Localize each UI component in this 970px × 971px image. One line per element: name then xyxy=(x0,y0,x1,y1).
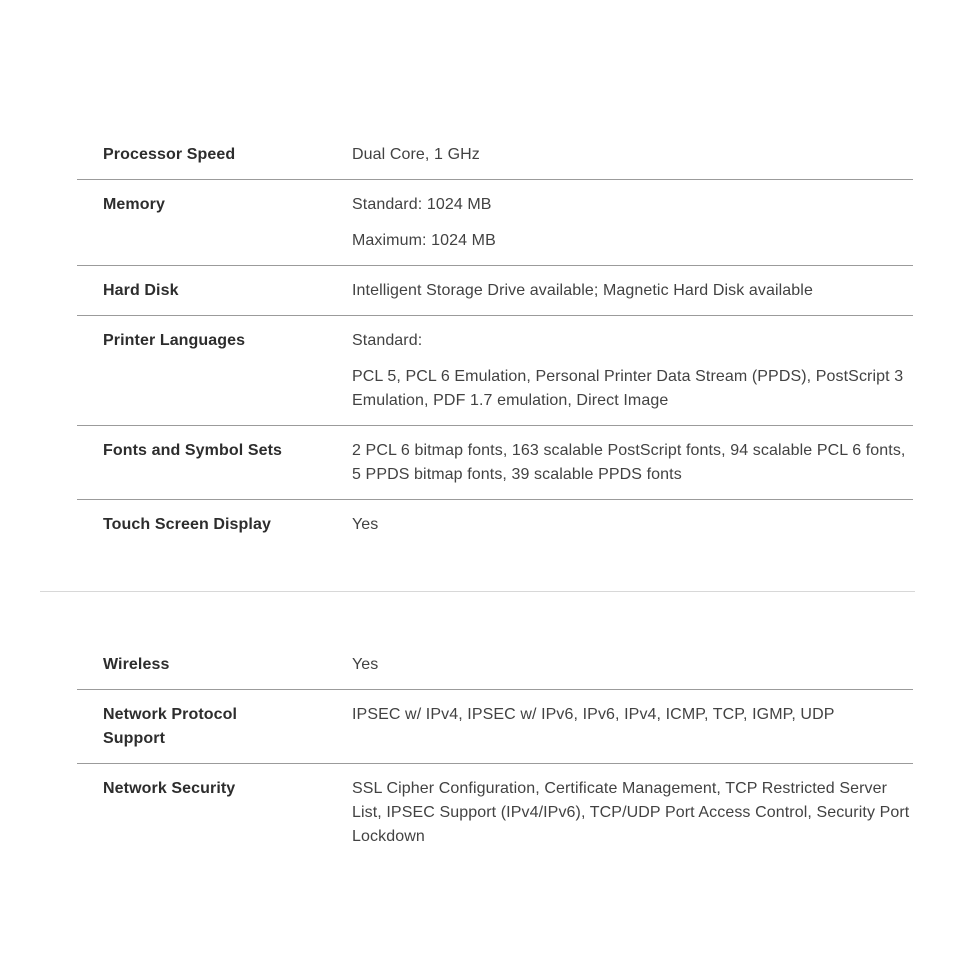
spec-label: Network Protocol Support xyxy=(103,706,238,747)
spec-value xyxy=(352,513,913,537)
spec-row-network-security xyxy=(77,764,913,861)
spec-value xyxy=(352,329,913,413)
spec-value xyxy=(352,439,913,487)
spec-label: Touch Screen Display xyxy=(103,516,271,533)
spec-value-line: Intelligent Storage Drive available; Magnetic Hard Disk available xyxy=(352,282,813,299)
spec-value xyxy=(352,703,913,727)
spec-value-line: Yes xyxy=(352,656,379,673)
spec-value-line: Yes xyxy=(352,516,379,533)
spec-label: Network Security xyxy=(103,780,236,797)
spec-value-line: SSL Cipher Configuration, Certificate Management, TCP Restricted Server List, IPSEC Support (IPv4/IPv6), TCP/UDP Port Access Control, Security Port Lockdown xyxy=(352,780,910,845)
spec-label: Fonts and Symbol Sets xyxy=(103,442,283,459)
spec-label: Memory xyxy=(103,196,165,213)
spec-value-line: PCL 5, PCL 6 Emulation, Personal Printer Data Stream (PPDS), PostScript 3 Emulation, PDF 1.7 emulation, Direct Image xyxy=(352,368,904,409)
spec-value-line: Maximum: 1024 MB xyxy=(352,232,496,249)
spec-row-printer-languages xyxy=(77,316,913,426)
spec-row-network-protocol-support xyxy=(77,690,913,764)
spec-table-network xyxy=(77,640,913,861)
spec-row-wireless xyxy=(77,640,913,690)
spec-value-line: Standard: 1024 MB xyxy=(352,196,492,213)
spec-value-line: Standard: xyxy=(352,332,423,349)
spec-row-memory xyxy=(77,180,913,266)
spec-value-line: 2 PCL 6 bitmap fonts, 163 scalable PostScript fonts, 94 scalable PCL 6 fonts, 5 PPDS bitmap fonts, 39 scalable PPDS fonts xyxy=(352,442,906,483)
spec-value xyxy=(352,777,913,849)
spec-label: Wireless xyxy=(103,656,170,673)
spec-value xyxy=(352,653,913,677)
spec-value-line: IPSEC w/ IPv4, IPSEC w/ IPv6, IPv6, IPv4, ICMP, TCP, IGMP, UDP xyxy=(352,706,835,723)
spec-value-line: Dual Core, 1 GHz xyxy=(352,146,480,163)
spec-value xyxy=(352,279,913,303)
spec-label: Processor Speed xyxy=(103,146,236,163)
section-divider xyxy=(40,591,915,592)
spec-value xyxy=(352,193,913,253)
spec-row-hard-disk xyxy=(77,266,913,316)
spec-label: Printer Languages xyxy=(103,332,246,349)
spec-table-hardware xyxy=(77,130,913,549)
spec-value xyxy=(352,143,913,167)
spec-row-fonts-symbol-sets xyxy=(77,426,913,500)
spec-row-processor-speed xyxy=(77,130,913,180)
spec-label: Hard Disk xyxy=(103,282,179,299)
spec-row-touch-screen-display xyxy=(77,500,913,549)
